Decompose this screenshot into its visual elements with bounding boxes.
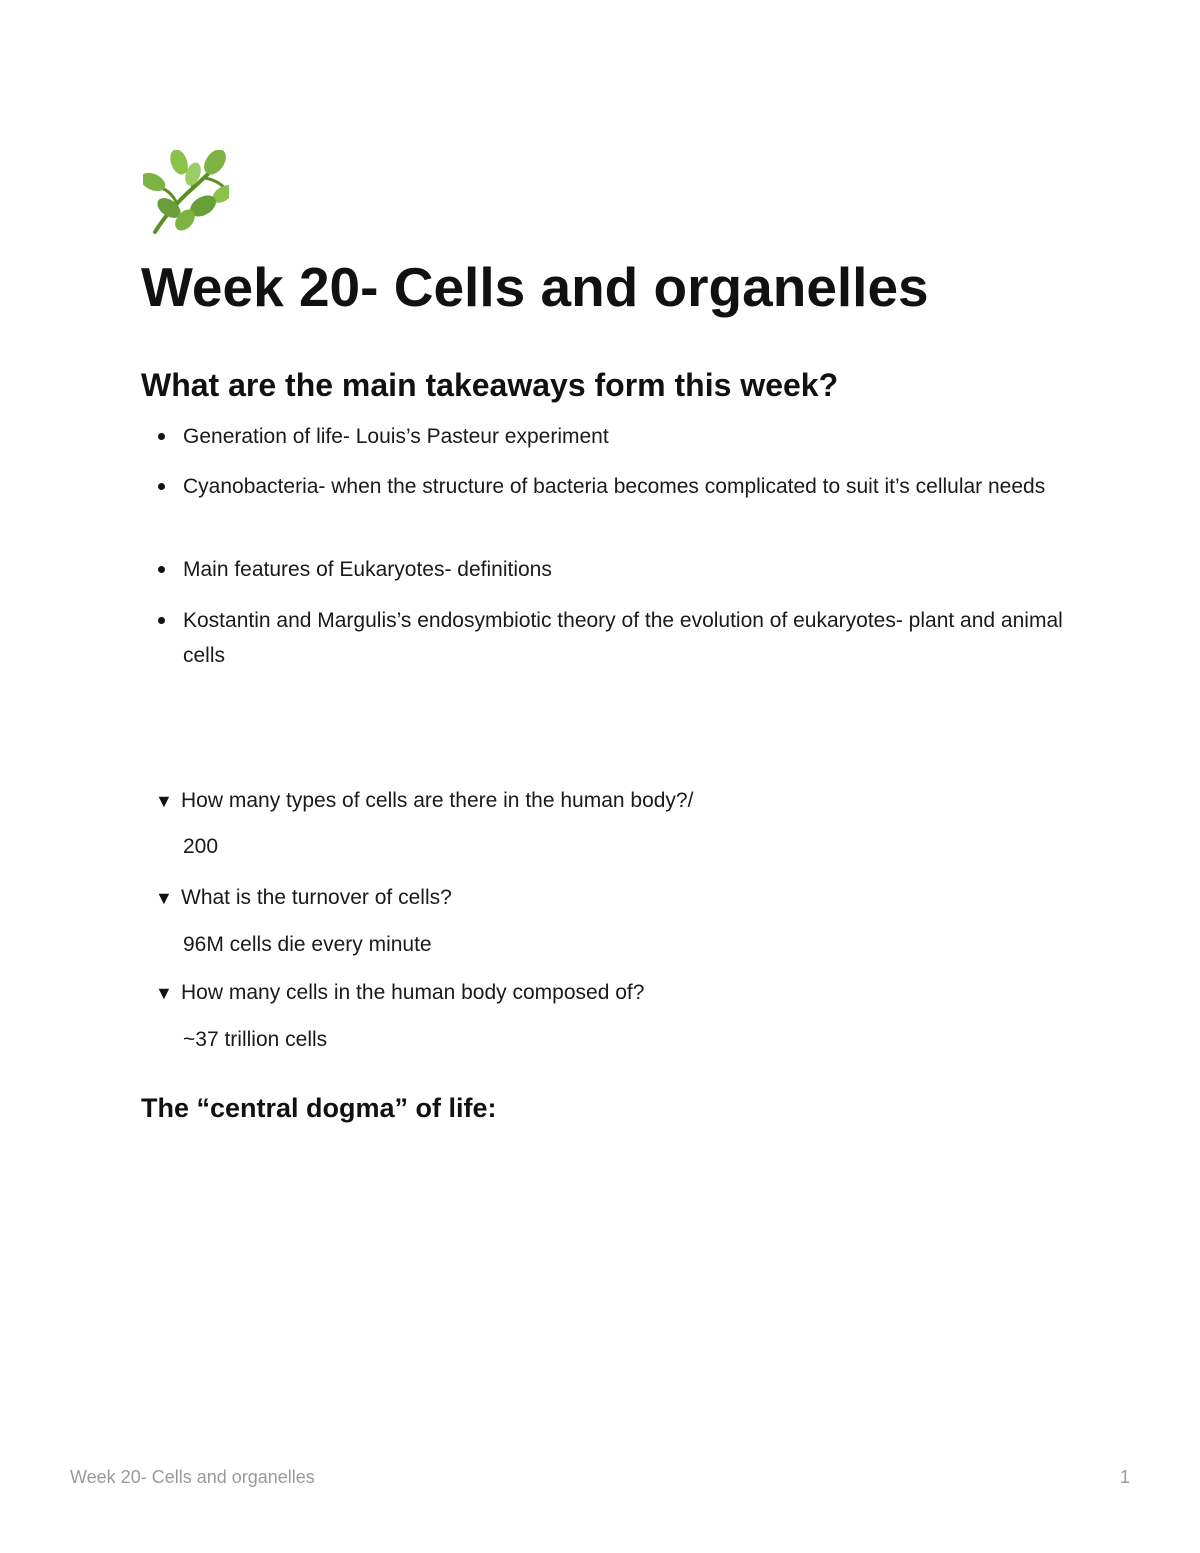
triangle-down-icon[interactable]: ▼	[155, 791, 173, 811]
list-item: Generation of life- Louis’s Pasteur experiment	[183, 419, 1063, 454]
takeaways-heading: What are the main takeaways form this week?	[141, 367, 839, 403]
footer-title: Week 20- Cells and organelles	[70, 1467, 315, 1487]
list-item: Main features of Eukaryotes- definitions	[183, 552, 1063, 587]
toggle-cell-count[interactable]	[155, 978, 644, 1008]
toggle-question: How many cells in the human body composed of?	[181, 981, 645, 1004]
page-number: 1	[1119, 1467, 1130, 1487]
toggle-question: What is the turnover of cells?	[181, 886, 452, 909]
herb-icon	[143, 150, 229, 236]
toggle-cell-turnover[interactable]	[155, 883, 452, 913]
toggle-answer: 96M cells die every minute	[183, 933, 432, 956]
dogma-heading: The “central dogma” of life:	[141, 1093, 497, 1123]
toggle-answer: ~37 trillion cells	[183, 1028, 328, 1051]
list-item: Cyanobacteria- when the structure of bacteria becomes complicated to suit it’s cellular needs	[183, 469, 1063, 504]
toggle-answer: 200	[183, 835, 219, 858]
toggle-cell-types[interactable]	[155, 786, 693, 816]
page-title: Week 20- Cells and organelles	[141, 256, 929, 318]
triangle-down-icon[interactable]: ▼	[155, 983, 173, 1003]
list-item: Kostantin and Margulis’s endosymbiotic theory of the evolution of eukaryotes- plant and animal cells	[183, 603, 1063, 673]
triangle-down-icon[interactable]: ▼	[155, 888, 173, 908]
toggle-question: How many types of cells are there in the human body?/	[181, 789, 694, 812]
